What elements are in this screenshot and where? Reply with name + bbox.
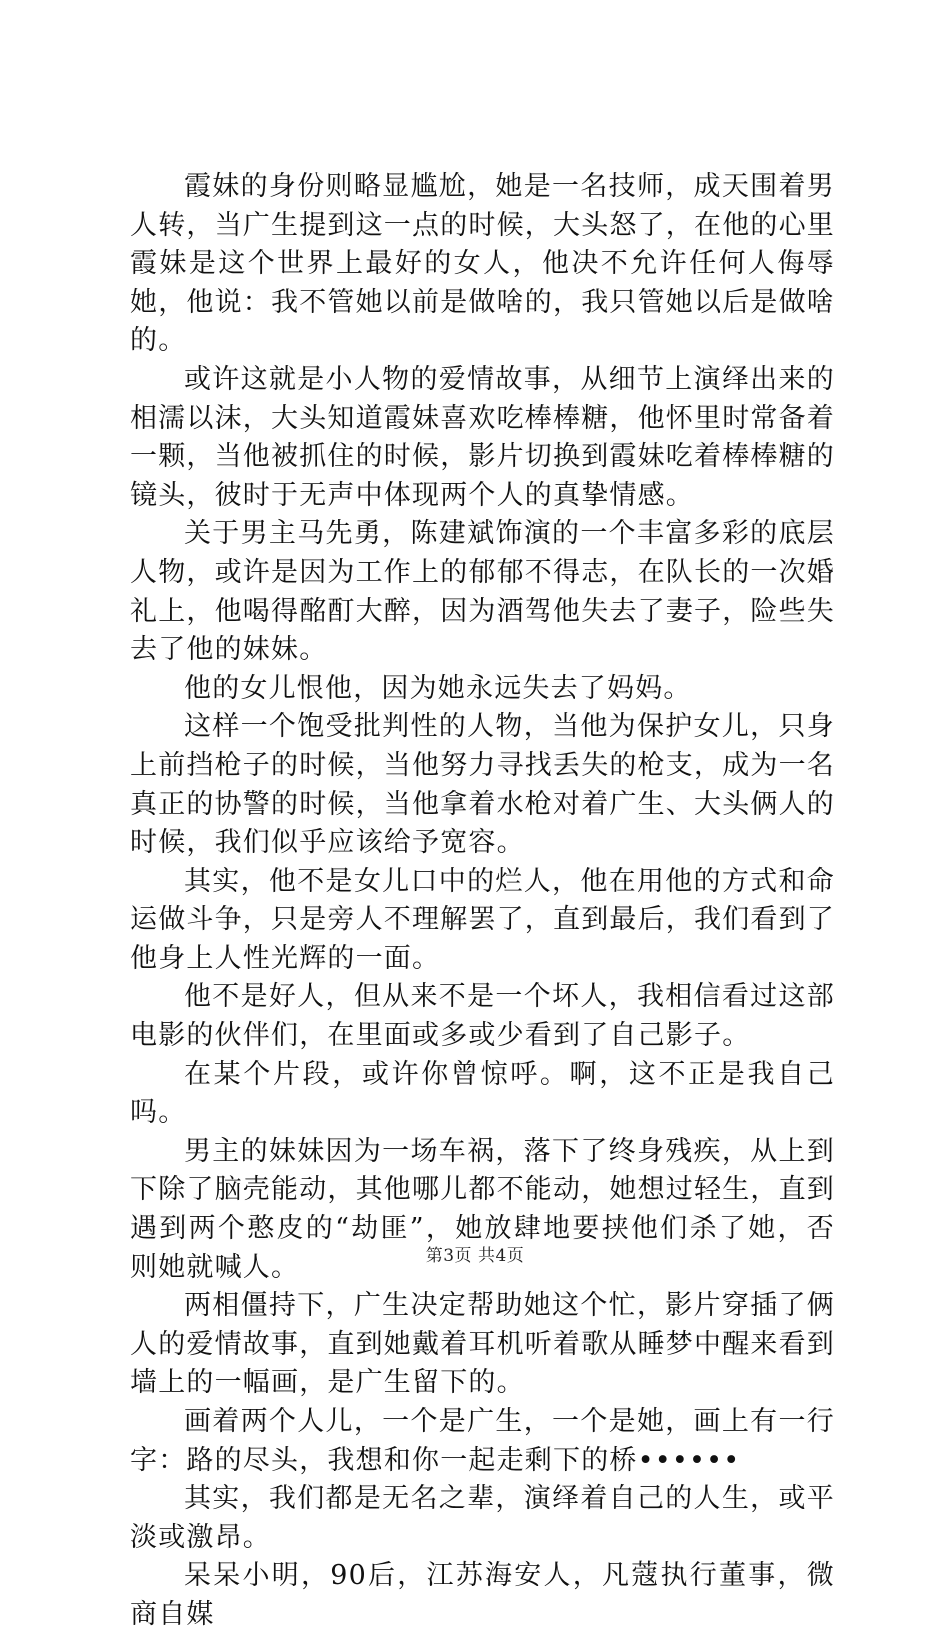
- paragraph: 画着两个人儿，一个是广生，一个是她，画上有一行字：路的尽头，我想和你一起走剩下的桥••••••: [130, 1406, 835, 1476]
- paragraph: 关于男主马先勇，陈建斌饰演的一个丰富多彩的底层人物，或许是因为工作上的郁郁不得志，在队长的一次婚礼上，他喝得酩酊大醉，因为酒驾他失去了妻子，险些失去了他的妹妹。: [130, 518, 835, 666]
- paragraph: 他的女儿恨他，因为她永远失去了妈妈。: [184, 672, 692, 704]
- paragraph: 霞妹的身份则略显尴尬，她是一名技师，成天围着男人转，当广生提到这一点的时候，大头怒了，在他的心里霞妹是这个世界上最好的女人，他决不允许任何人侮辱她，他说：我不管她以前是做啥的，我只管她以后是做啥的。: [130, 171, 835, 357]
- paragraph: 这样一个饱受批判性的人物，当他为保护女儿，只身上前挡枪子的时候，当他努力寻找丢失的枪支，成为一名真正的协警的时候，当他拿着水枪对着广生、大头俩人的时候，我们似乎应该给予宽容。: [130, 711, 835, 859]
- paragraph: 男主的妹妹因为一场车祸，落下了终身残疾，从上到下除了脑壳能动，其他哪儿都不能动，她想过轻生，直到遇到两个憨皮的“劫匪”，她放肆地要挟他们杀了她，否则她就喊人。: [130, 1135, 835, 1283]
- paragraph: 呆呆小明，90后，江苏海安人，凡蔻执行董事，微商自媒: [130, 1560, 835, 1630]
- article-body: [130, 168, 835, 1635]
- paragraph: 其实，他不是女儿口中的烂人，他在用他的方式和命运做斗争，只是旁人不理解罢了，直到最后，我们看到了他身上人性光辉的一面。: [130, 865, 835, 974]
- page-number-footer: 第3页 共4页: [425, 1246, 525, 1266]
- paragraph: 其实，我们都是无名之辈，演绎着自己的人生，或平淡或激昂。: [130, 1483, 835, 1553]
- paragraph: 在某个片段，或许你曾惊呼。啊，这不正是我自己吗。: [130, 1058, 835, 1129]
- paragraph: 他不是好人，但从来不是一个坏人，我相信看过这部电影的伙伴们，在里面或多或少看到了自己影子。: [130, 981, 835, 1052]
- paragraph: 或许这就是小人物的爱情故事，从细节上演绎出来的相濡以沫，大头知道霞妹喜欢吃棒棒糖，他怀里时常备着一颗，当他被抓住的时候，影片切换到霞妹吃着棒棒糖的镜头，彼时于无声中体现两个人的真挚情感。: [130, 363, 835, 511]
- paragraph: 两相僵持下，广生决定帮助她这个忙，影片穿插了俩人的爱情故事，直到她戴着耳机听着歌从睡梦中醒来看到墙上的一幅画，是广生留下的。: [130, 1290, 835, 1399]
